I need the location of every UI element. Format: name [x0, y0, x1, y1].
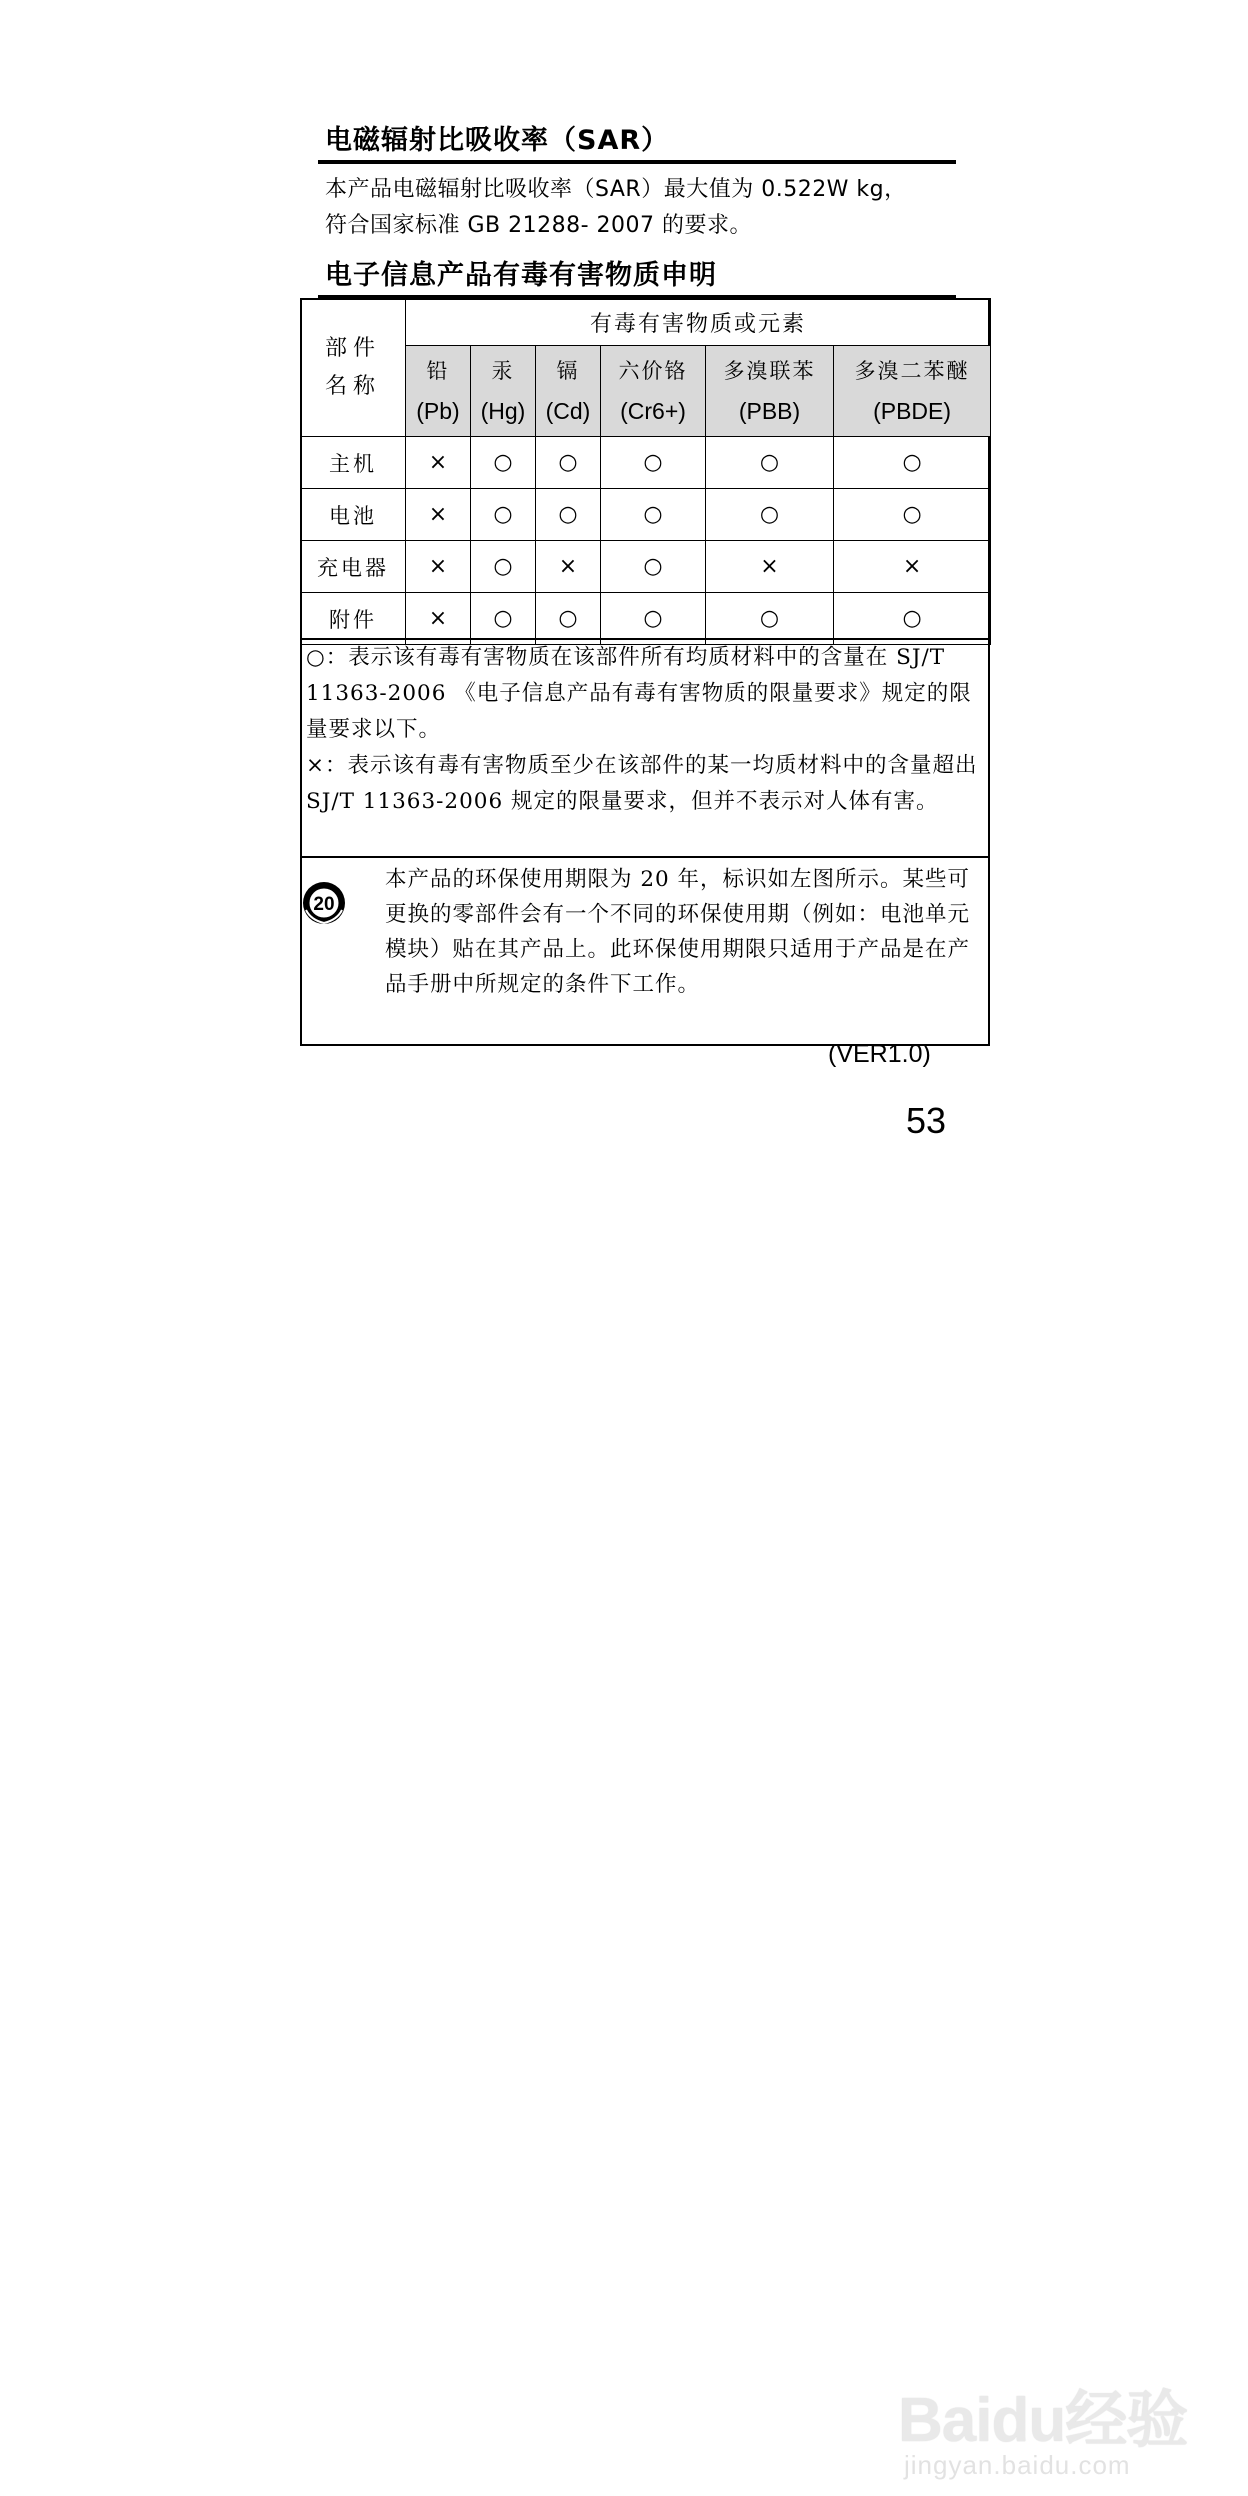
substance-mark: ○ — [471, 541, 536, 593]
hazard-rows — [301, 437, 991, 645]
baidu-watermark — [898, 2370, 1228, 2480]
notes-divider — [300, 856, 990, 858]
hazard-heading: 电子信息产品有毒有害物质申明 — [325, 260, 717, 291]
table-row — [301, 437, 991, 489]
sar-line-2: 符合国家标准 GB 21288- 2007 的要求。 — [325, 213, 753, 238]
substance-mark: ○ — [706, 437, 834, 489]
element-header — [601, 346, 706, 437]
substance-mark: ○ — [471, 437, 536, 489]
substance-mark: ○ — [601, 437, 706, 489]
element-symbol: (Cr6+) — [620, 398, 686, 424]
sar-statement — [325, 172, 965, 244]
element-name: 镉 — [556, 359, 580, 383]
substance-mark: ○ — [706, 593, 834, 645]
element-name: 多溴二苯醚 — [854, 359, 970, 383]
part-name-header — [301, 299, 406, 437]
watermark-logo: Baidu经验 — [898, 2386, 1188, 2455]
part-name-label: 部件名称 — [324, 335, 381, 399]
element-name: 多溴联苯 — [723, 359, 816, 383]
substance-mark: ○ — [601, 541, 706, 593]
substance-mark: × — [406, 593, 471, 645]
substance-mark: ○ — [601, 593, 706, 645]
element-header — [536, 346, 601, 437]
sar-heading: 电磁辐射比吸收率（SAR） — [325, 125, 670, 156]
element-symbol: (PBDE) — [873, 398, 952, 424]
version-label: (VER1.0) — [828, 1040, 931, 1068]
substance-mark: ○ — [471, 593, 536, 645]
substance-mark: ○ — [536, 437, 601, 489]
element-symbol: (Hg) — [480, 398, 526, 424]
substance-mark: ○ — [706, 489, 834, 541]
substance-mark: × — [706, 541, 834, 593]
element-name: 六价铬 — [618, 359, 688, 383]
note-circle: ○：表示该有毒有害物质在该部件所有均质材料中的含量在 SJ/T 11363-2006 《电子信息产品有毒有害物质的限量要求》规定的限量要求以下。 — [306, 645, 972, 742]
badge-number: 20 — [313, 894, 335, 915]
heading-rule — [318, 160, 956, 164]
eco-period-badge-icon — [301, 880, 347, 926]
substance-mark: ○ — [834, 593, 991, 645]
watermark-url: jingyan.baidu.com — [904, 2450, 1131, 2480]
substance-mark: × — [406, 541, 471, 593]
substance-mark: × — [406, 489, 471, 541]
substance-mark: × — [406, 437, 471, 489]
substance-mark: ○ — [536, 593, 601, 645]
element-symbol: (PBB) — [738, 398, 801, 424]
sar-line-1: 本产品电磁辐射比吸收率（SAR）最大值为 0.522W kg， — [325, 177, 907, 202]
table-row — [301, 541, 991, 593]
element-name: 汞 — [491, 359, 515, 383]
element-symbol: (Pb) — [416, 398, 460, 424]
element-header — [471, 346, 536, 437]
substance-group-header: 有毒有害物质或元素 — [406, 299, 991, 346]
page-number: 53 — [906, 1100, 947, 1141]
table-row — [301, 593, 991, 645]
note-cross: ×：表示该有毒有害物质至少在该部件的某一均质材料中的含量超出 SJ/T 11363-2006 规定的限量要求，但并不表示对人体有害。 — [306, 753, 978, 814]
part-name: 附件 — [301, 593, 406, 645]
substance-mark: ○ — [536, 489, 601, 541]
substance-mark: ○ — [471, 489, 536, 541]
hazard-table — [300, 298, 991, 645]
part-name: 充电器 — [301, 541, 406, 593]
substance-mark: × — [834, 541, 991, 593]
element-header — [706, 346, 834, 437]
element-header — [406, 346, 471, 437]
substance-mark: ○ — [601, 489, 706, 541]
element-symbol: (Cd) — [545, 398, 591, 424]
element-name: 铅 — [426, 359, 450, 383]
substance-mark: ○ — [834, 489, 991, 541]
part-name: 主机 — [301, 437, 406, 489]
substance-mark: ○ — [834, 437, 991, 489]
part-name: 电池 — [301, 489, 406, 541]
element-header — [834, 346, 991, 437]
substance-mark: × — [536, 541, 601, 593]
eco-period-text: 本产品的环保使用期限为 20 年，标识如左图所示。某些可更换的零部件会有一个不同的环保使用期（例如：电池单元模块）贴在其产品上。此环保使用期限只适用于产品是在产品手册中所规定的条件下工作。 — [385, 867, 971, 997]
table-row — [301, 489, 991, 541]
